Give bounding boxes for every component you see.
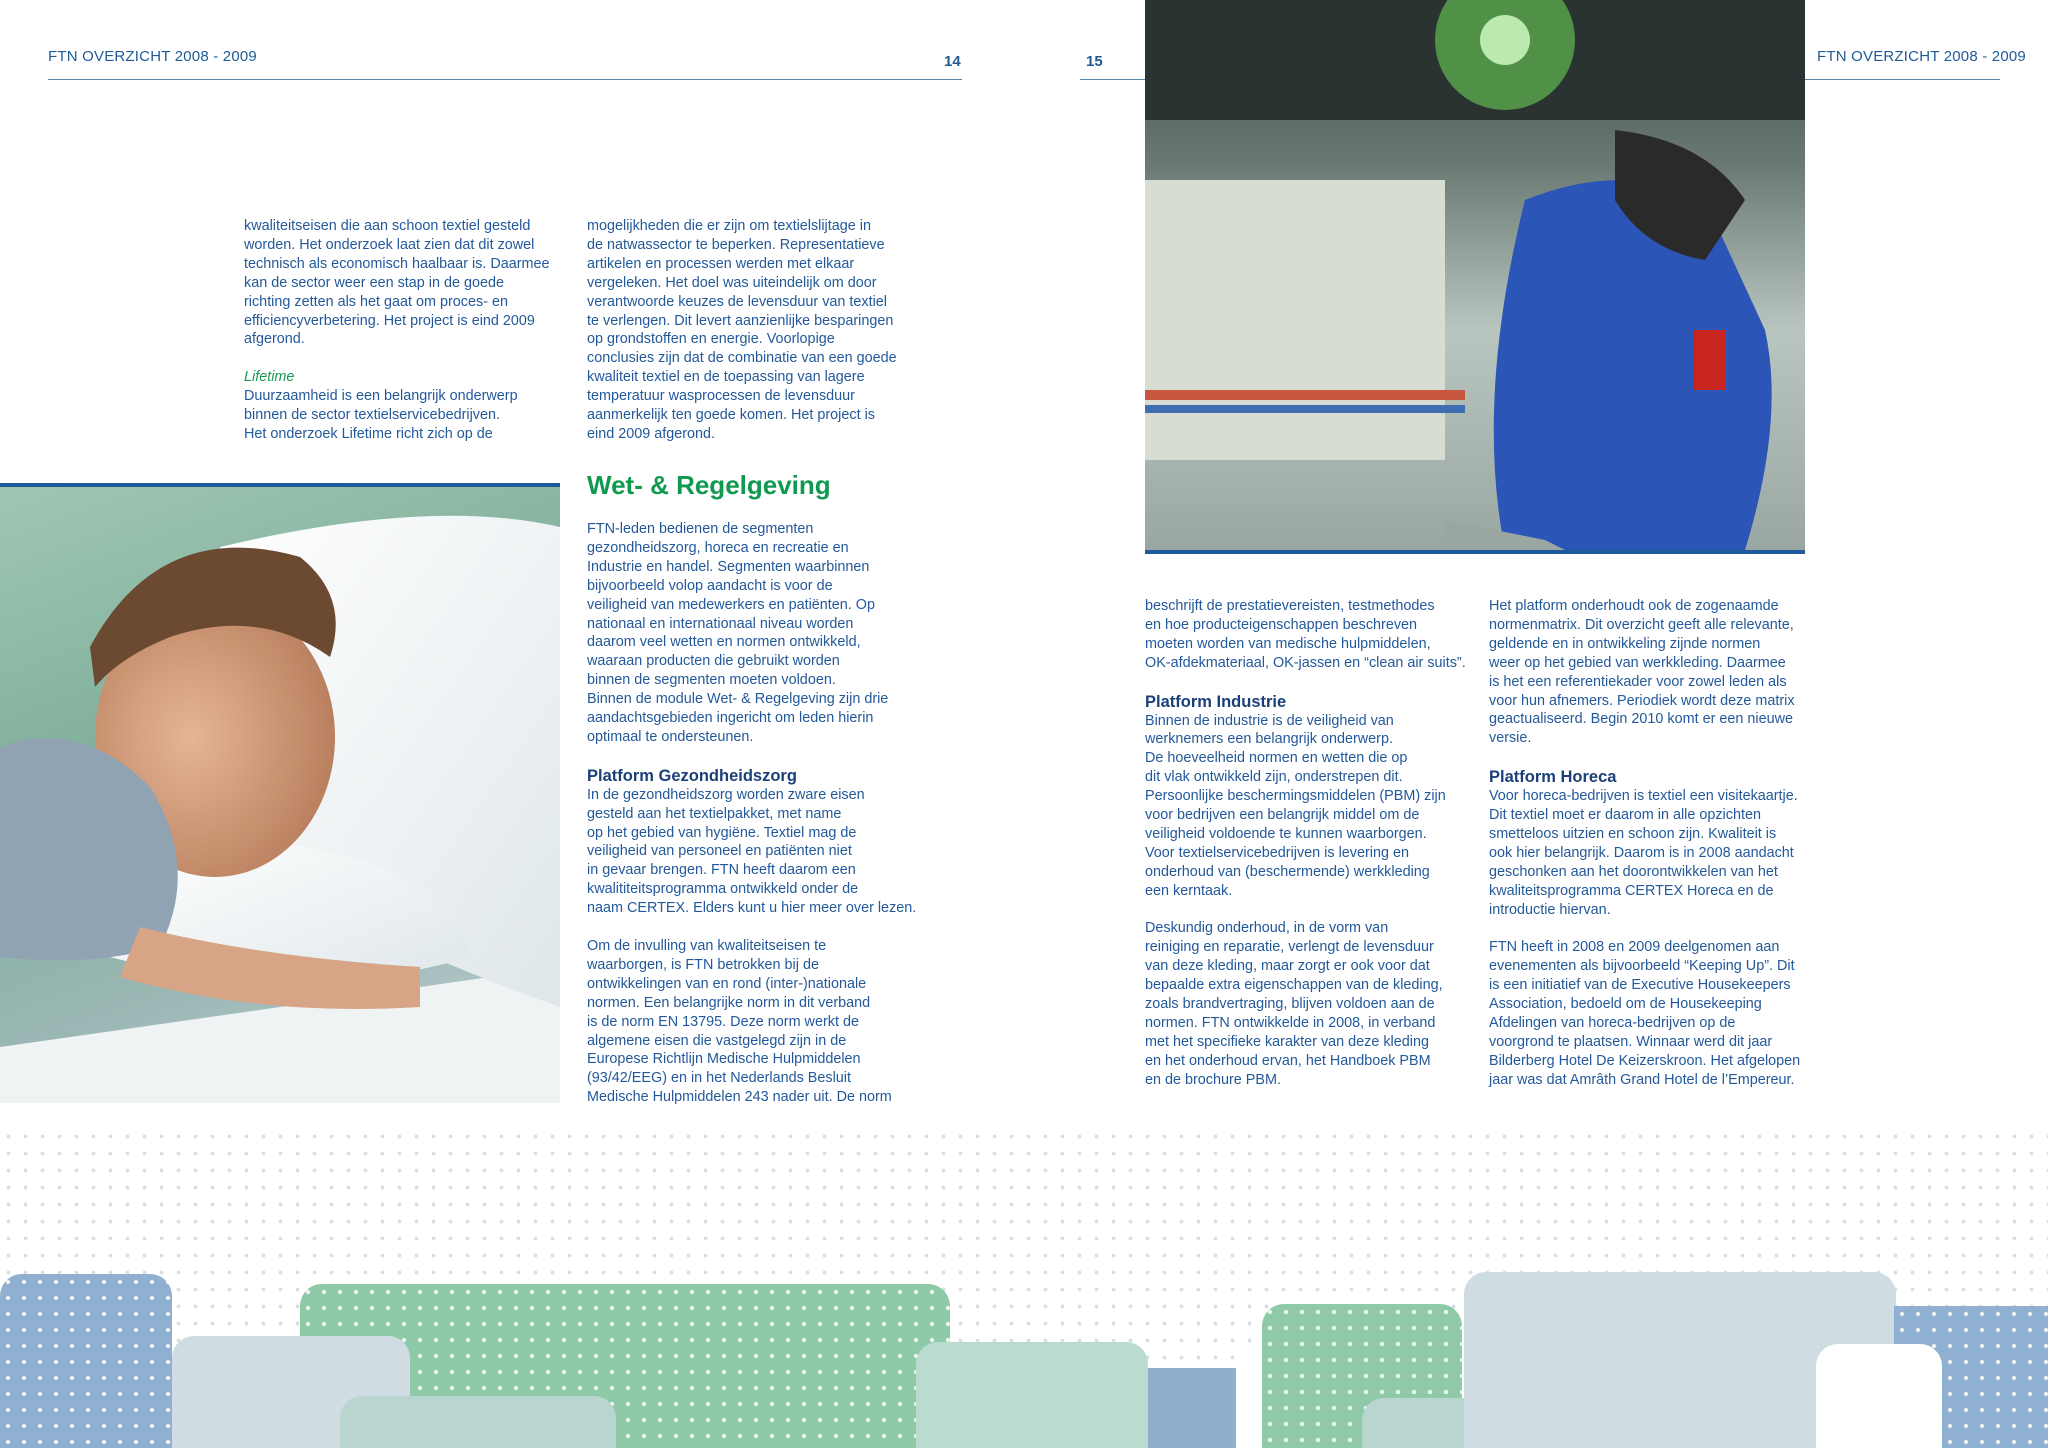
page-number-left: 14 [944,53,961,70]
paragraph: Duurzaamheid is een belangrijk onderwerp binnen de sector textielservicebedrijven. Het onderzoek Lifetime richt zich op de [244,388,518,442]
subheading-platform-gezondheidszorg: Platform Gezondheidszorg [587,766,797,785]
page-number-right: 15 [1086,53,1103,70]
lifetime-heading: Lifetime [244,369,295,386]
sleeping-man-illustration [0,487,560,1103]
paragraph: Binnen de industrie is de veiligheid van werknemers een belangrijk onderwerp. De hoeveelheid normen en wetten die op dit vlak ontwikkeld zijn, onderstrepen dit. Persoonlijke beschermingsmiddelen (PBM) zijn voor bedrijven een belangrijk middel om de veiligheid voldoende te kunnen waarborgen. Voor textielservicebedrijven is levering en onderhoud van (beschermende) werkkleding een kerntaak. [1145,712,1446,899]
paragraph: Deskundig onderhoud, in de vorm van reiniging en reparatie, verlengt de levensduur van deze kleding, maar zorgt er ook voor dat bepaalde extra eigenschappen van de kleding, zoals brandvertraging, blijven voldoen aan de normen. FTN ontwikkelde in 2008, in verband met het specifieke karakter van deze kleding en het onderhoud ervan, het Handboek PBM en de brochure PBM. [1145,920,1443,1088]
header-rule-left [48,79,962,80]
paragraph: FTN heeft in 2008 en 2009 deelgenomen aan evenementen als bijvoorbeeld “Keeping Up”. Dit is een initiatief van de Executive Housekeepers Association, bedoeld om de Housekeeping Afdelingen van horeca-bedrijven op de voorgrond te plaatsen. Winnaar werd dit jaar Bilderberg Hotel De Keizerskroon. Het afgelopen jaar was dat Amrâth Grand Hotel de l’Empereur. [1489,939,1801,1088]
text-column-3 [1145,597,1475,1090]
subheading-platform-horeca: Platform Horeca [1489,768,1617,787]
paragraph: In de gezondheidszorg worden zware eisen gesteld aan het textielpakket, met name op het gebied van hygiëne. Textiel mag de veiligheid van personeel en patiënten niet in gevaar brengen. FTN heeft daarom een kwalititeitsprogramma ontwikkeld onder de naam CERTEX. Elders kunt u hier meer over lezen. [587,786,917,917]
welder-photo [1145,0,1805,550]
paragraph: Om de invulling van kwaliteitseisen te waarborgen, is FTN betrokken bij de ontwikkelingen van en rond (inter-)nationale normen. Een belangrijke norm in dit verband is de norm EN 13795. Deze norm werkt de algemene eisen die vastgelegd zijn in de Europese Richtlijn Medische Hulpmiddelen (93/42/EEG) en in het Nederlands Besluit Medische Hulpmiddelen 243 nader uit. De norm [587,938,892,1106]
welder-illustration [1145,0,1805,550]
paragraph: Het platform onderhoudt ook de zogenaamde normenmatrix. Dit overzicht geeft alle relevante, geldende en in ontwikkeling zijnde normen weer op het gebied van werkkleding. Daarmee is het een referentiekader voor zowel leden als voor hun afnemers. Periodiek wordt deze matrix geactualiseerd. Begin 2010 komt er een nieuwe versie. [1489,598,1795,747]
paragraph: kwaliteitseisen die aan schoon textiel gesteld worden. Het onderzoek laat zien dat dit zowel technisch als economisch haalbaar is. Daarmee kan de sector weer een stap in de goede richting zetten als het gaat om proces- en efficiencyverbetering. Het project is eind 2009 afgerond. [244,218,550,348]
paragraph: beschrijft de prestatievereisten, testmethodes en hoe producteigenschappen beschreven moeten worden van medische hulpmiddelen, OK-afdekmateriaal, OK-jassen en “clean air suits”. [1145,598,1466,671]
paragraph: FTN-leden bedienen de segmenten gezondheidszorg, horeca en recreatie en Industrie en handel. Segmenten waarbinnen bijvoorbeeld volop aandacht is voor de veiligheid van medewerkers en patiënten. Op nationaal en internationaal niveau worden daarom veel wetten en normen ontwikkeld, waaraan producten die gebruikt worden binnen de segmenten moeten voldoen. Binnen de module Wet- & Regelgeving zijn drie aandachtsgebieden ingericht om leden hierin optimaal te ondersteunen. [587,521,889,745]
text-column-1 [244,217,574,444]
running-header-right: FTN OVERZICHT 2008 - 2009 [1817,48,2026,65]
subheading-platform-industrie: Platform Industrie [1145,692,1287,711]
sleeping-man-photo [0,487,560,1103]
text-column-4 [1489,597,1819,1090]
running-header-left: FTN OVERZICHT 2008 - 2009 [48,48,257,65]
paragraph: Voor horeca-bedrijven is textiel een visitekaartje. Dit textiel moet er daarom in alle opzichten smetteloos uitzien en schoon zijn. Kwaliteit is ook hier belangrijk. Daarom is in 2008 aandacht geschonken aan het doorontwikkelen van het kwaliteitsprogramma CERTEX Horeca en de introductie hiervan. [1489,788,1798,918]
section-heading-wet-regelgeving: Wet- & Regelgeving [587,470,831,500]
text-column-2-lower [587,520,917,1107]
paragraph: mogelijkheden die er zijn om textielslijtage in de natwassector te beperken. Representatieve artikelen en processen werden met elkaar vergeleken. Het doel was uiteindelijk om door verantwoorde keuzes de levensduur van textiel te verlengen. Dit levert aanzienlijke besparingen op grondstoffen en energie. Voorlopige conclusies zijn dat de combinatie van een goede kwaliteit textiel en de toepassing van lagere temperatuur wasprocessen de levensduur aanmerkelijk ten goede komen. Het project is eind 2009 afgerond. [587,218,897,442]
photo-bottom-band [1145,550,1805,554]
text-column-2 [587,217,917,444]
